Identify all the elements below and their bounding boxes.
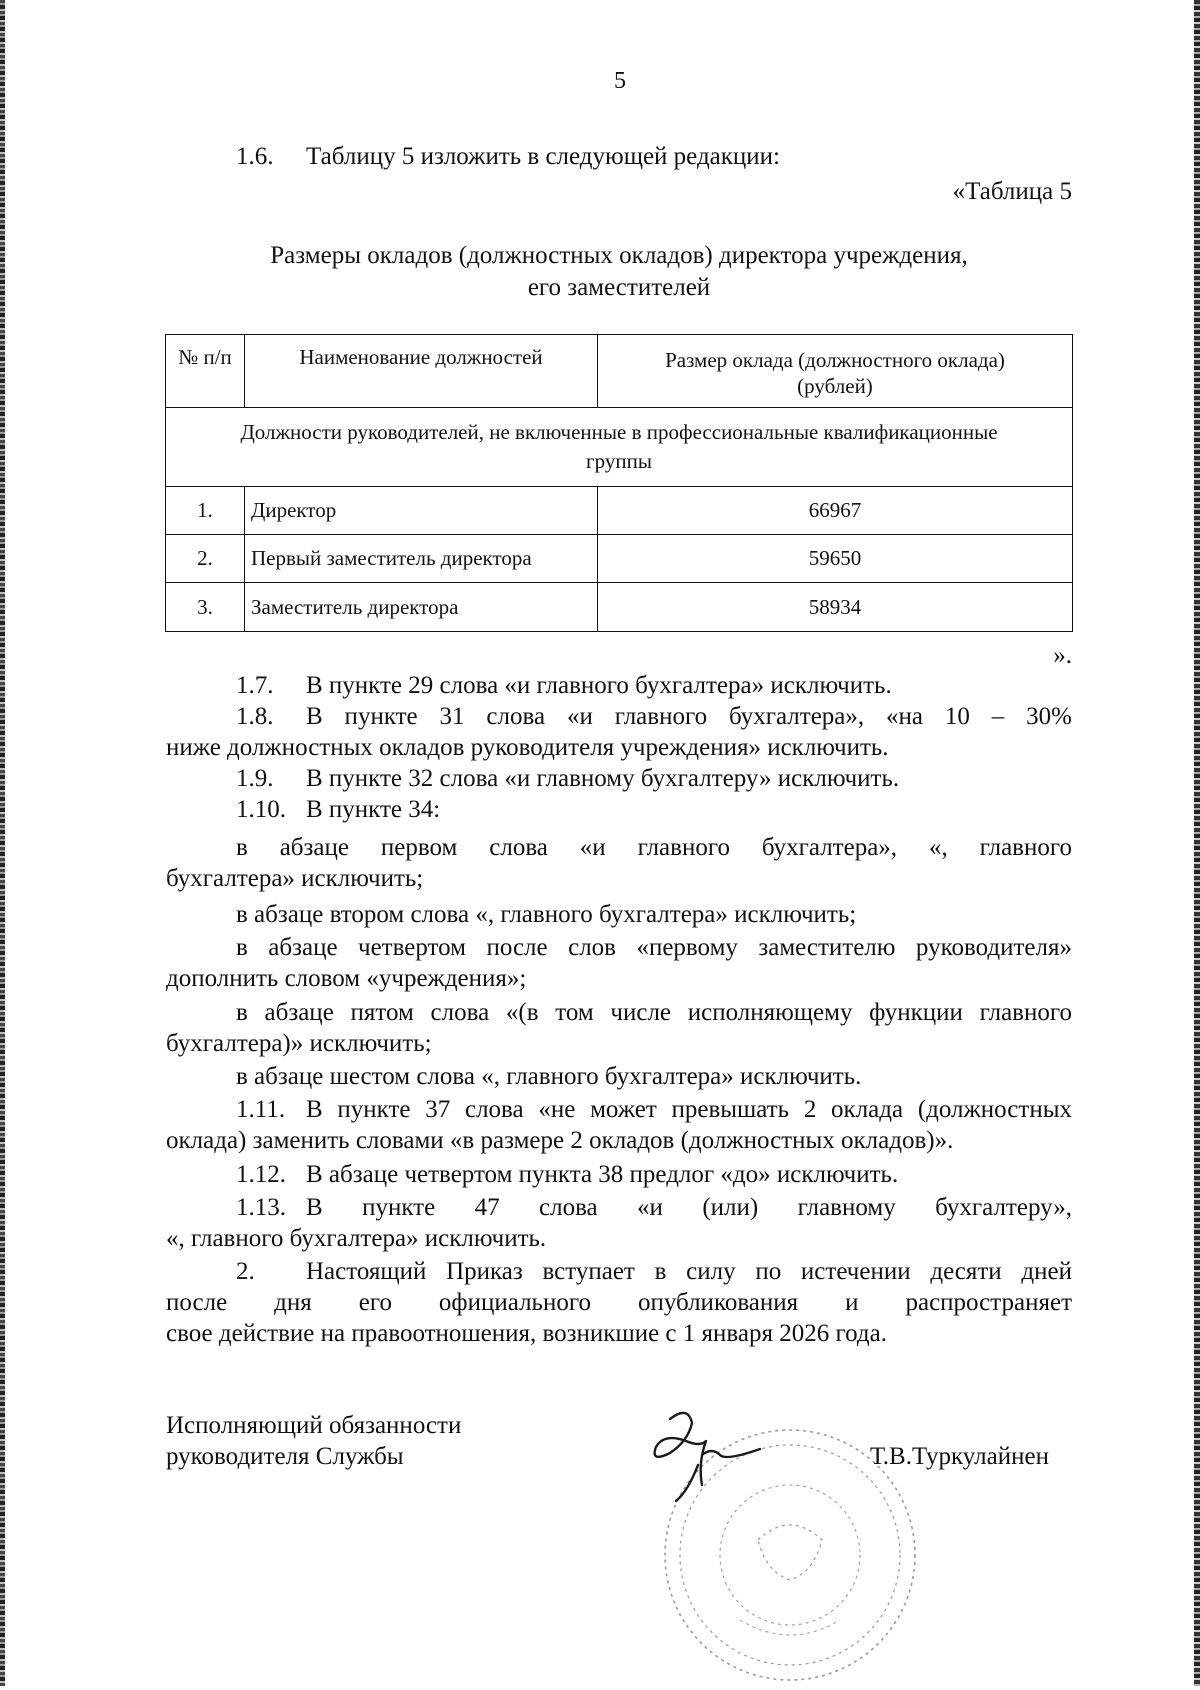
- page-number: 5: [614, 68, 626, 94]
- table-label: «Таблица 5: [952, 178, 1072, 205]
- paragraph-number: 1.9.: [236, 765, 274, 792]
- paragraph-1-10: [166, 794, 1072, 825]
- paragraph-1-13: [166, 1192, 1072, 1223]
- paragraph-text: В пункте 31 слова «и главного бухгалтера», «на 10 – 30%: [306, 703, 1072, 730]
- subparagraph-abzac-4: в абзаце четвертом после слов «первому заместителю руководителя»: [236, 934, 1072, 961]
- paragraph-number: 2.: [236, 1258, 255, 1285]
- subparagraph-abzac-5: в абзаце пятом слова «(в том числе исполняющему функции главного: [236, 999, 1072, 1026]
- row-number: 1.: [166, 487, 245, 535]
- table-row: [166, 535, 1073, 583]
- row-position: Первый заместитель директора: [245, 535, 598, 583]
- paragraph-text: В пункте 34:: [306, 796, 441, 823]
- table-caption: [166, 240, 1072, 304]
- table-header-row: [166, 335, 1073, 408]
- header-salary-unit: (рублей): [797, 374, 873, 398]
- paragraph-1-12: [166, 1159, 1072, 1190]
- subparagraph-abzac-4-cont: дополнить словом «учреждения»;: [166, 965, 527, 992]
- paragraph-number: 1.12.: [236, 1161, 286, 1188]
- paragraph-1-7: [166, 670, 1072, 701]
- paragraph-1-11-cont: оклада) заменить словами «в размере 2 окладов (должностных окладов)».: [166, 1127, 954, 1154]
- subparagraph-abzac-2: в абзаце втором слова «, главного бухгалтера» исключить;: [236, 901, 857, 928]
- scan-edge-left: [0, 0, 5, 1686]
- subparagraph-abzac-1: в абзаце первом слова «и главного бухгалтера», «, главного: [236, 834, 1072, 861]
- paragraph-text: Настоящий Приказ вступает в силу по истечении десяти дней: [306, 1258, 1072, 1285]
- handwritten-signature: [640, 1405, 775, 1510]
- table-row: [166, 583, 1073, 632]
- paragraph-text: В абзаце четвертом пункта 38 предлог «до» исключить.: [306, 1161, 899, 1188]
- paragraph-1-13-cont: «, главного бухгалтера» исключить.: [166, 1225, 547, 1252]
- header-cell-number: № п/п: [166, 335, 245, 408]
- group-line: группы: [586, 449, 652, 473]
- paragraph-number: 1.13.: [236, 1194, 286, 1221]
- row-salary: 59650: [598, 535, 1073, 583]
- scan-edge-right: [1194, 0, 1200, 1686]
- header-cell-salary: [598, 335, 1073, 408]
- paragraph-1-9: [166, 763, 1072, 794]
- caption-line: его заместителей: [527, 274, 711, 301]
- header-cell-position: Наименование должностей: [245, 335, 598, 408]
- row-position: Директор: [245, 487, 598, 535]
- paragraph-2-cont: свое действие на правоотношения, возникшие с 1 января 2026 года.: [166, 1320, 887, 1347]
- paragraph-text: В пункте 47 слова «и (или) главному бухгалтеру»,: [306, 1194, 1072, 1221]
- paragraph-1-11: [166, 1094, 1072, 1125]
- row-salary: 58934: [598, 583, 1073, 632]
- row-number: 3.: [166, 583, 245, 632]
- subparagraph-abzac-6: в абзаце шестом слова «, главного бухгалтера» исключить.: [236, 1063, 862, 1090]
- group-line: Должности руководителей, не включенные в профессиональные квалификационные: [240, 420, 998, 444]
- paragraph-text: В пункте 37 слова «не может превышать 2 оклада (должностных: [306, 1096, 1072, 1123]
- header-salary-line: Размер оклада (должностного оклада): [665, 348, 1005, 372]
- paragraph-number: 1.11.: [236, 1096, 286, 1123]
- row-position: Заместитель директора: [245, 583, 598, 632]
- table-close-quote: ».: [1053, 642, 1072, 669]
- paragraph-text: Таблицу 5 изложить в следующей редакции:: [306, 143, 780, 170]
- signatory-position-line: руководителя Службы: [166, 1443, 404, 1470]
- paragraph-1-8-line: [166, 701, 1072, 732]
- subparagraph-abzac-5-cont: бухгалтера)» исключить;: [166, 1030, 432, 1057]
- salary-table: [165, 334, 1073, 632]
- paragraph-2-cont: после дня его официального опубликования и распространяет: [166, 1289, 1072, 1316]
- signatory-position: [166, 1410, 586, 1472]
- paragraph-text: В пункте 32 слова «и главному бухгалтеру» исключить.: [306, 765, 900, 792]
- paragraph-number: 1.10.: [236, 796, 286, 823]
- paragraph-text: В пункте 29 слова «и главного бухгалтера» исключить.: [306, 672, 892, 699]
- table-group-row: [166, 408, 1073, 487]
- group-cell: [166, 408, 1073, 487]
- paragraph-number: 1.8.: [236, 703, 274, 730]
- paragraph-2: [166, 1256, 1072, 1287]
- signatory-name: Т.В.Туркулайнен: [870, 1443, 1049, 1470]
- row-salary: 66967: [598, 487, 1073, 535]
- caption-line: Размеры окладов (должностных окладов) директора учреждения,: [270, 242, 968, 269]
- table-row: [166, 487, 1073, 535]
- paragraph-1-6: [166, 141, 1072, 172]
- subparagraph-abzac-1-cont: бухгалтера» исключить;: [166, 865, 424, 892]
- signatory-position-line: Исполняющий обязанности: [166, 1412, 462, 1439]
- paragraph-number: 1.6.: [236, 143, 274, 170]
- paragraph-1-8-cont: ниже должностных окладов руководителя учреждения» исключить.: [166, 734, 889, 761]
- paragraph-number: 1.7.: [236, 672, 274, 699]
- row-number: 2.: [166, 535, 245, 583]
